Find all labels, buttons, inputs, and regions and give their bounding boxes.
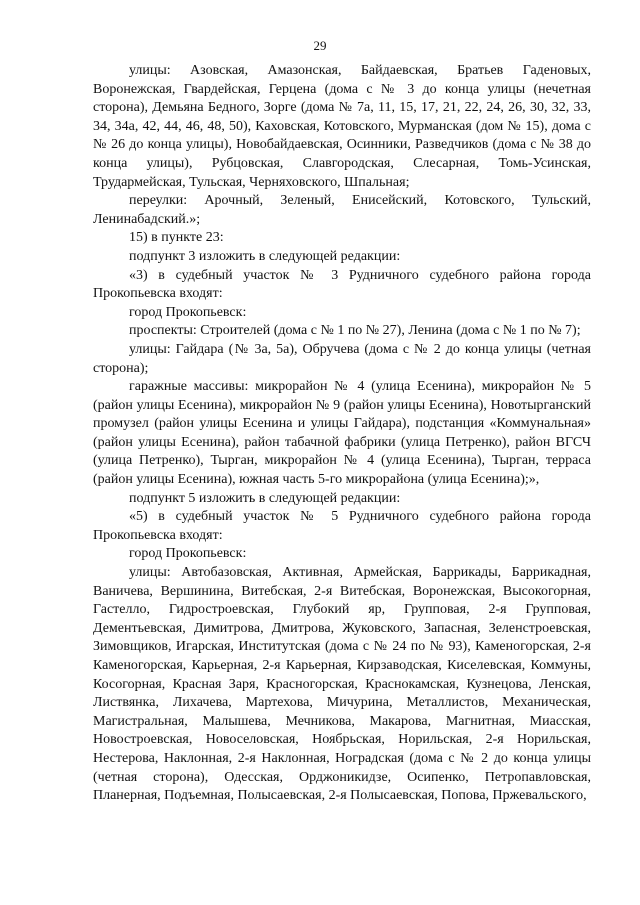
- paragraph-item-15: 15) в пункте 23:: [129, 230, 224, 246]
- paragraph-streets-court-3: улицы: Гайдара (№ 3а, 5а), Обручева (дома с № 2 до конца улицы (четная сторона);: [93, 341, 591, 376]
- document-body: [93, 62, 591, 806]
- paragraph-court-3: «3) в судебный участок № 3 Рудничного судебного района города Прокопьевска входят:: [93, 267, 591, 302]
- paragraph-streets-court-5: улицы: Автобазовская, Активная, Армейская, Баррикады, Баррикадная, Ваничева, Вершинина, Витебская, 2-я Витебская, Воронежская, Высокогорная, Гастелло, Гидростроевская, Глубокий яр, Групповая, 2-я Групповая, Дементьевская, Димитрова, Дмитрова, Жуковского, Запасная, Зеленстроевская, Зимовщиков, Игарская, Институтская (дома с № 24 по № 93), Каменогорская, 2-я Каменогорская, Карьерная, 2-я Карьерная, Кирзаводская, Киселевская, Коммуны, Косогорная, Красная Заря, Красногорская, Краснокамская, Кузнецова, Ленская, Листвянка, Лихачева, Мартехова, Мичурина, Металлистов, Механическая, Магистральная, Малышева, Мечникова, Макарова, Магнитная, Миасская, Новостроевская, Новоселовская, Ноябрьская, Норильская, 2-я Норильская, Нестерова, Наклонная, 2-я Наклонная, Ноградская (дома с № 2 до конца улицы (четная сторона), Одесская, Орджоникидзе, Осипенко, Петропавловская, Планерная, Подъемная, Полысаевская, 2-я Полысаевская, Попова, Пржевальского,: [93, 565, 591, 804]
- paragraph-city-1: город Прокопьевск:: [129, 304, 247, 320]
- paragraph-garages: гаражные массивы: микрорайон № 4 (улица Есенина), микрорайон № 5 (район улицы Есенина), микрорайон № 9 (район улицы Есенина), Новотырганский промузел (район улицы Есенина и улицы Гайдара), подстанция «Коммунальная» (район улицы Есенина), район табачной фабрики (улица Петренко), район ВГСЧ (улица Петренко), Тырган, микрорайон № 4 (улица Есенина), Тырган, терраса (район улицы Есенина), южная часть 5-го микрорайона (улица Есенина);»,: [93, 379, 591, 488]
- paragraph-subitem-3-intro: подпункт 3 изложить в следующей редакции:: [129, 248, 401, 264]
- paragraph-city-2: город Прокопьевск:: [129, 546, 247, 562]
- paragraph-lanes: переулки: Арочный, Зеленый, Енисейский, Котовского, Тульский, Ленинабадский.»;: [93, 193, 591, 227]
- paragraph-court-5: «5) в судебный участок № 5 Рудничного судебного района города Прокопьевска входят:: [93, 509, 591, 543]
- paragraph-avenues: проспекты: Строителей (дома с № 1 по № 27), Ленина (дома с № 1 по № 7);: [129, 323, 581, 339]
- page-number: 29: [313, 38, 327, 53]
- paragraph-subitem-5-intro: подпункт 5 изложить в следующей редакции:: [129, 490, 401, 506]
- paragraph-streets: улицы: Азовская, Амазонская, Байдаевская, Братьев Гаденовых, Воронежская, Гвардейская, Герцена (дома с № 3 до конца улицы (нечетная сторона), Демьяна Бедного, Зорге (дома № 7а, 11, 15, 17, 21, 22, 24, 26, 30, 32, 33, 34, 34а, 42, 44, 46, 48, 50), Каховская, Котовского, Мурманская (дом № 15), дома с № 26 до конца улицы), Новобайдаевская, Осинники, Разведчиков (дома с № 38 до конца улицы), Рубцовская, Славгородская, Слесарная, Томь-Усинская, Трудармейская, Тульская, Черняховского, Шпальная;: [93, 63, 591, 190]
